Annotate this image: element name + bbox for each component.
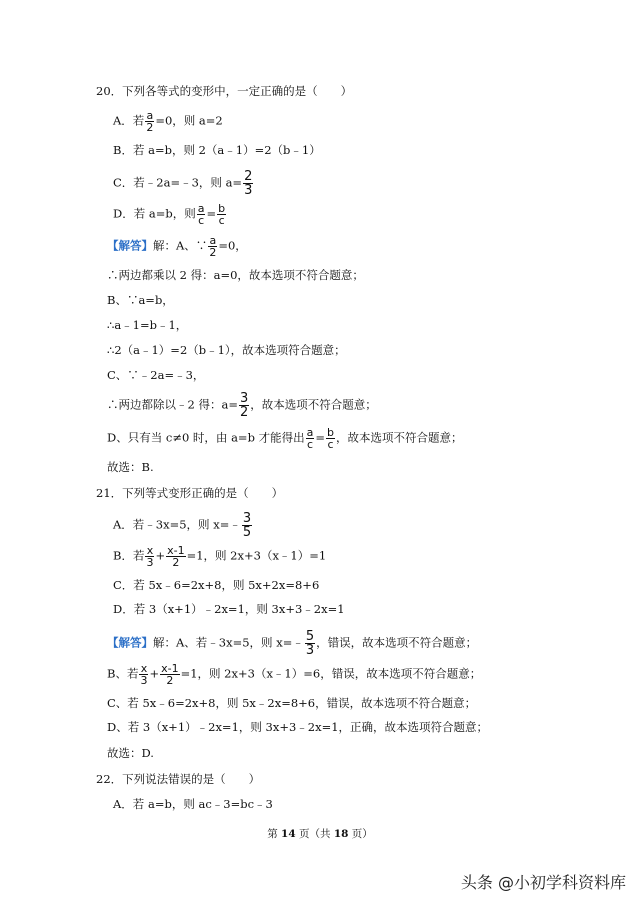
fraction: $\frac{5}{3}$: [305, 629, 315, 658]
q20-option-b: B．若 a=b，则 2（a﹣1）=2（b﹣1）: [113, 143, 321, 157]
q21-stem: 21．下列等式变形正确的是（ ）: [96, 486, 284, 500]
q22-stem: 22．下列说法错误的是（ ）: [96, 772, 261, 786]
q21-option-b: B．若 $\frac{x}{3}$ + $\frac{x-1}{2}$ =1，则 2x+3（x﹣1）=1: [113, 544, 327, 569]
q20-option-c: [113, 170, 254, 197]
page-footer: 第 14 页（共 18 页）: [267, 828, 373, 840]
q20-answer-line-6: C、∵﹣2a=﹣3，: [107, 368, 205, 382]
fraction: $\frac{a}{2}$: [146, 109, 154, 134]
q21-answer-line-3: C、若 5x﹣6=2x+8，则 5x﹣2x=8+6，错误，故本选项不符合题意；: [107, 696, 477, 710]
fraction: $\frac{2}{3}$: [244, 169, 253, 198]
q20-option-a-pre: A．若: [113, 113, 145, 128]
q21-answer-line-2: B、若 $\frac{x}{3}$ + $\frac{x-1}{2}$ =1，则 2x+3（x﹣1）=6，错误，故本选项不符合题意；: [107, 662, 482, 687]
q21-answer-choice: 故选：D.: [107, 746, 154, 760]
q21-answer-line-4: D、若 3（x+1）﹣2x=1，则 3x+3﹣2x=1，正确，故本选项符合题意；: [107, 720, 489, 734]
fraction: $\frac{b}{c}$: [326, 426, 334, 451]
watermark: 头条 @小初学科资料库: [460, 873, 626, 892]
q20-option-d-pre: D．若 a=b，则: [113, 206, 196, 221]
fraction: $\frac{b}{c}$: [218, 202, 226, 227]
q21-answer-line-1: 【解答】解：A、若﹣3x=5，则 x=﹣ $\frac{5}{3}$ ，错误，故本选项不符合题意；: [107, 629, 478, 658]
fraction: $\frac{3}{2}$: [239, 391, 249, 420]
fraction: $\frac{x-1}{2}$: [167, 544, 185, 569]
q20-answer-line-2: ∴两边都乘以 2 得：a=0，故本选项不符合题意；: [107, 268, 364, 282]
fraction: $\frac{3}{5}$: [242, 511, 252, 540]
page-number: 14: [281, 828, 296, 840]
q20-option-d: D．若 a=b，则 $\frac{a}{c}$ = $\frac{b}{c}$: [113, 202, 226, 227]
fraction: $\frac{x}{3}$: [146, 544, 154, 569]
q21-option-a: A．若﹣3x=5，则 x=﹣ $\frac{3}{5}$: [113, 511, 252, 540]
fraction: $\frac{a}{c}$: [197, 202, 205, 227]
q20-option-a-post: =0，则 a=2: [155, 113, 223, 128]
q20-stem: 20．下列各等式的变形中，一定正确的是（ ）: [96, 84, 353, 98]
q21-option-d: D．若 3（x+1）﹣2x=1，则 3x+3﹣2x=1: [113, 602, 345, 616]
q20-answer-line-7: ∴两边都除以﹣2 得：a= $\frac{3}{2}$ ，故本选项不符合题意；: [107, 391, 377, 420]
fraction: $\frac{x-1}{2}$: [161, 662, 179, 687]
q20-answer-line-5: ∴2（a﹣1）=2（b﹣1），故本选项符合题意；: [107, 343, 346, 357]
q20-answer-line-8: D、只有当 c≠0 时，由 a=b 才能得出 $\frac{a}{c}$ = $\frac{b}{c}$ ，故本选项不符合题意；: [107, 426, 463, 451]
fraction: $\frac{a}{2}$: [209, 234, 217, 259]
fraction: $\frac{x}{3}$: [140, 662, 148, 687]
q20-answer-line-3: B、∵a=b，: [107, 293, 174, 307]
page-total: 18: [333, 828, 349, 840]
answer-tag: 【解答】: [107, 635, 153, 650]
fraction: $\frac{a}{c}$: [306, 426, 314, 451]
q20-answer-line-4: ∴a﹣1=b﹣1，: [107, 318, 188, 332]
q20-option-c-pre: C．若﹣2a=﹣3，则 a=: [113, 175, 243, 190]
q20-answer-line-1: 【解答】解：A、∵ $\frac{a}{2}$ =0，: [107, 234, 247, 259]
answer-tag: 【解答】: [107, 238, 153, 253]
q22-option-a: A．若 a=b，则 ac﹣3=bc﹣3: [113, 797, 273, 811]
q20-option-a: [113, 110, 223, 133]
q21-option-c: C．若 5x﹣6=2x+8，则 5x+2x=8+6: [113, 578, 320, 592]
q20-answer-choice: 故选：B.: [107, 460, 154, 474]
